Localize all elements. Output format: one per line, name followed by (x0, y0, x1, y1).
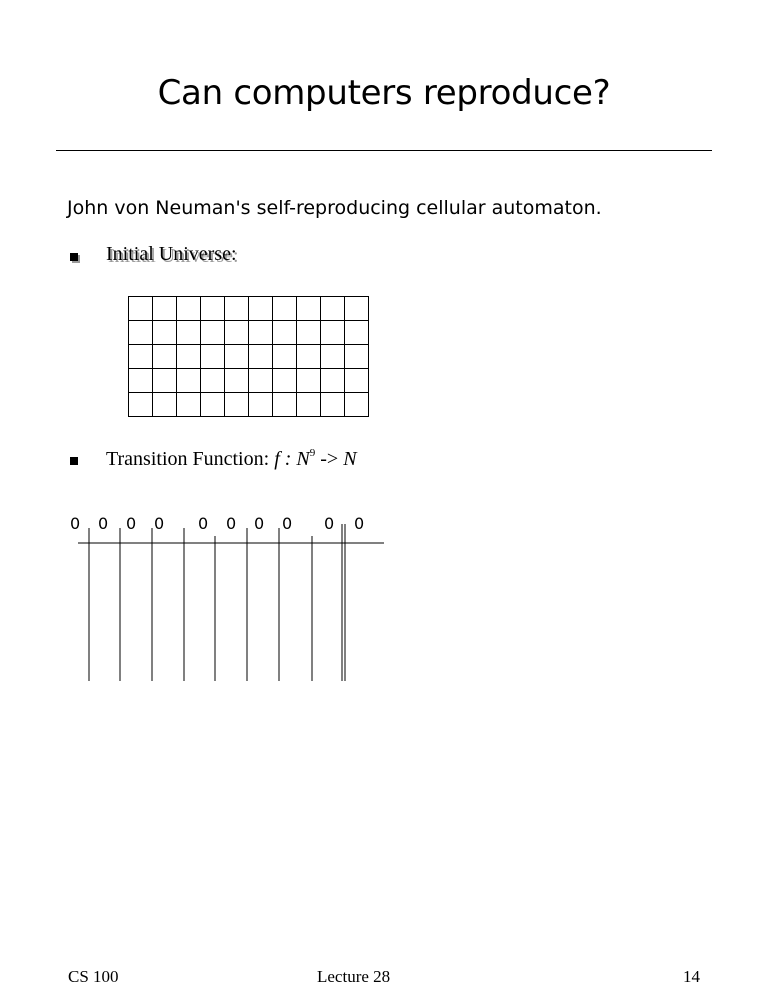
grid-cell (345, 321, 369, 345)
grid-row (129, 393, 369, 417)
strip-label: 0 (254, 514, 265, 533)
grid-cell (153, 393, 177, 417)
grid-row (129, 369, 369, 393)
square-bullet-icon (70, 253, 78, 261)
grid-cell (129, 345, 153, 369)
grid-cell (153, 369, 177, 393)
strip-label: 0 (70, 514, 81, 533)
grid-cell (249, 321, 273, 345)
grid-cell (153, 297, 177, 321)
grid-cell (177, 393, 201, 417)
grid-cell (345, 393, 369, 417)
grid-cell (297, 393, 321, 417)
grid-cell (297, 321, 321, 345)
strip-label: 0 (198, 514, 209, 533)
grid-cell (201, 297, 225, 321)
transition-exponent: 9 (309, 447, 316, 459)
grid-cell (273, 297, 297, 321)
grid-cell (225, 297, 249, 321)
grid-cell (225, 321, 249, 345)
grid-cell (153, 345, 177, 369)
grid-cell (177, 321, 201, 345)
grid-cell (321, 393, 345, 417)
slide-subtitle: John von Neuman's self-reproducing cellular automaton. (67, 197, 602, 219)
strip-label: 0 (282, 514, 293, 533)
grid-cell (273, 369, 297, 393)
grid-cell (201, 345, 225, 369)
state-strip-lines (60, 514, 390, 686)
transition-formula: f : N (274, 448, 310, 470)
grid-cell (177, 297, 201, 321)
strip-label: 0 (324, 514, 335, 533)
grid-cell (249, 393, 273, 417)
state-strip (60, 514, 390, 686)
grid-cell (177, 345, 201, 369)
grid-cell (297, 369, 321, 393)
strip-label: 0 (226, 514, 237, 533)
grid-cell (225, 393, 249, 417)
grid-cell (201, 369, 225, 393)
footer-page: 14 (683, 967, 700, 986)
grid-cell (297, 345, 321, 369)
grid-cell (129, 321, 153, 345)
grid-cell (321, 321, 345, 345)
strip-label: 0 (126, 514, 137, 533)
grid-cell (225, 369, 249, 393)
square-bullet-icon (70, 457, 78, 465)
grid-cell (345, 369, 369, 393)
grid-cell (249, 297, 273, 321)
grid-cell (249, 345, 273, 369)
grid-row (129, 297, 369, 321)
grid-row (129, 321, 369, 345)
grid-cell (321, 297, 345, 321)
slide-title: Can computers reproduce? (157, 73, 611, 113)
grid-cell (249, 369, 273, 393)
grid-cell (225, 345, 249, 369)
grid-cell (297, 297, 321, 321)
strip-label: 0 (354, 514, 365, 533)
footer-course: CS 100 (68, 967, 119, 986)
strip-label: 0 (98, 514, 109, 533)
grid-cell (321, 345, 345, 369)
grid-cell (129, 393, 153, 417)
grid-cell (345, 297, 369, 321)
transition-target: N (343, 448, 357, 470)
grid-cell (273, 345, 297, 369)
initial-universe-label: Initial Universe: (106, 243, 237, 265)
grid-cell (345, 345, 369, 369)
transition-function-label (106, 447, 357, 471)
transition-arrow: -> (315, 448, 344, 470)
grid-row (129, 345, 369, 369)
grid-cell (201, 321, 225, 345)
grid-cell (321, 369, 345, 393)
title-divider (56, 150, 712, 151)
transition-prefix: Transition Function: (106, 448, 275, 470)
grid-cell (129, 297, 153, 321)
grid-cell (273, 393, 297, 417)
universe-grid (128, 296, 369, 417)
footer-lecture: Lecture 28 (317, 967, 391, 986)
grid-cell (273, 321, 297, 345)
strip-label: 0 (154, 514, 165, 533)
grid-cell (129, 369, 153, 393)
grid-cell (201, 393, 225, 417)
grid-cell (177, 369, 201, 393)
grid-cell (153, 321, 177, 345)
